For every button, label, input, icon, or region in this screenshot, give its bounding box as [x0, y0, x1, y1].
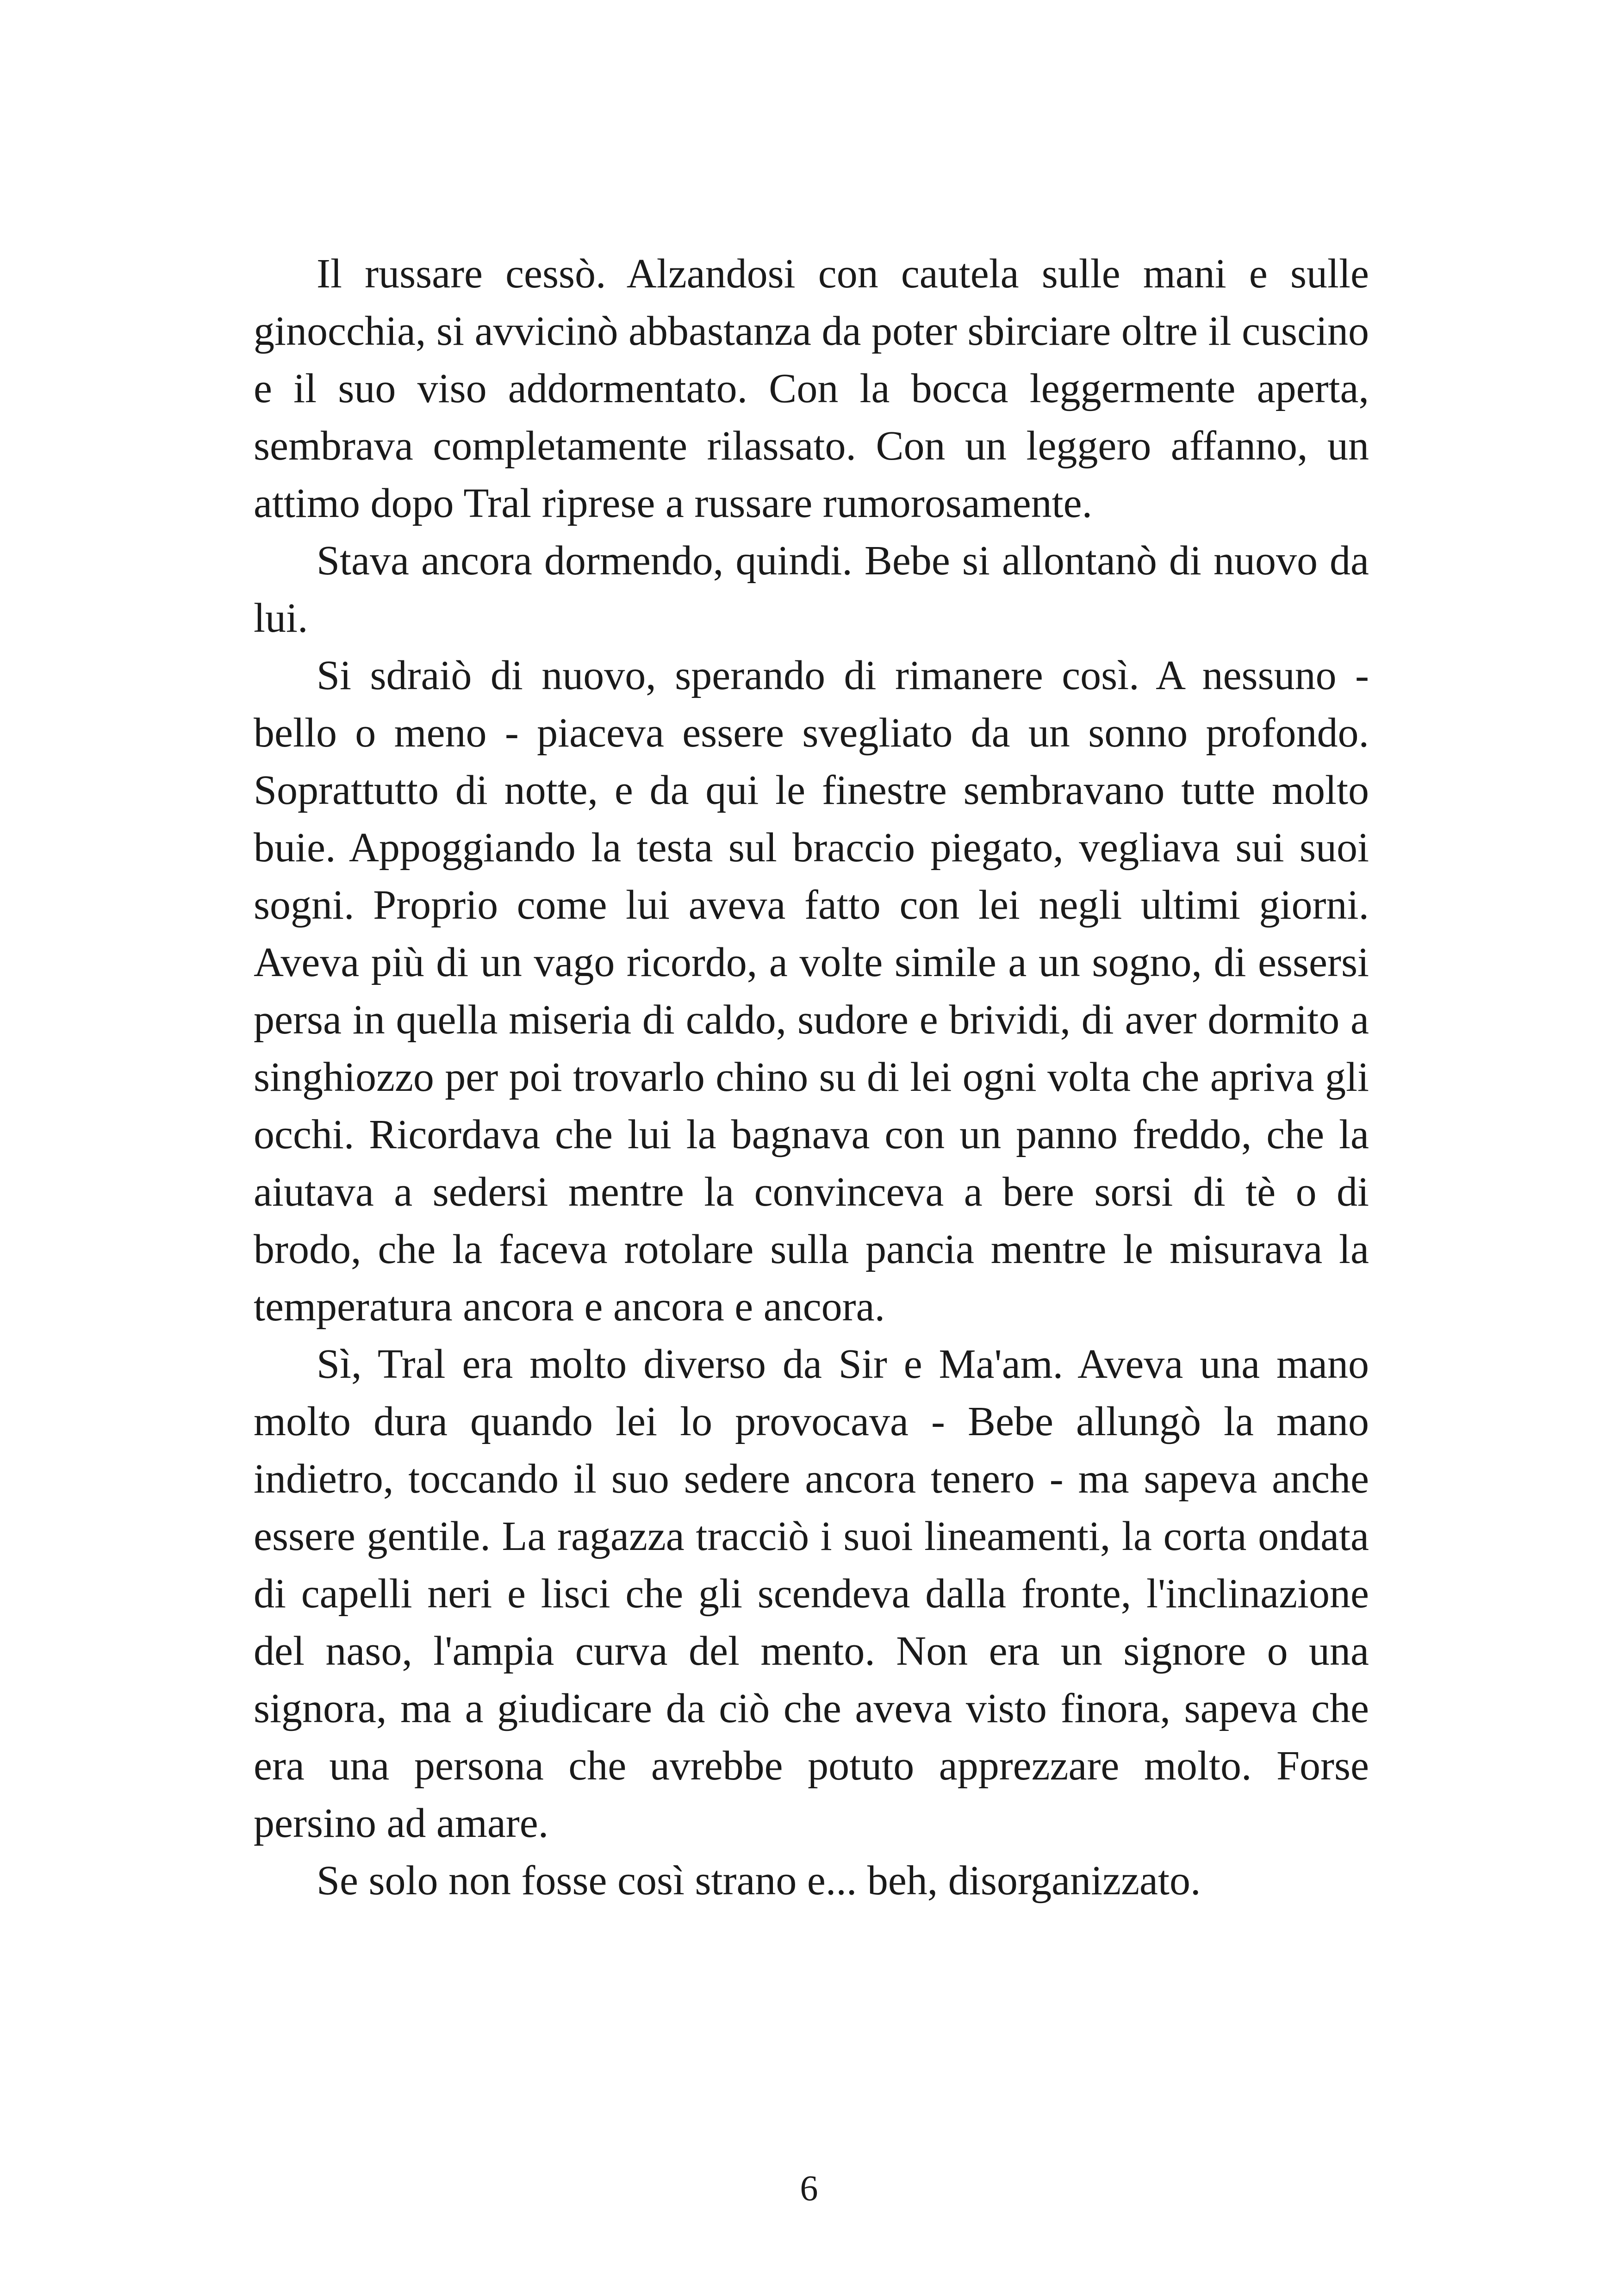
paragraph: Si sdraiò di nuovo, sperando di rimanere così. A nessuno - bello o meno - piaceva essere svegliato da un sonno profondo. Soprattutto di notte, e da qui le finestre sembravano tutte molto buie. Appoggiando la testa sul braccio piegato, vegliava sui suoi sogni. Proprio come lui aveva fatto con lei negli ultimi giorni. Aveva più di un vago ricordo, a volte simile a un sogno, di essersi persa in quella miseria di caldo, sudore e brividi, di aver dormito a singhiozzo per poi trovarlo chino su di lei ogni volta che apriva gli occhi. Ricordava che lui la bagnava con un panno freddo, che la aiutava a sedersi mentre la convinceva a bere sorsi di tè o di brodo, che la faceva rotolare sulla pancia mentre le misurava la temperatura ancora e ancora e ancora. [254, 653, 1369, 1330]
page-number: 6 [800, 2168, 818, 2208]
paragraph: Se solo non fosse così strano e... beh, disorganizzato. [317, 1858, 1201, 1904]
body-text [254, 245, 1369, 1910]
paragraph: Sì, Tral era molto diverso da Sir e Ma'am. Aveva una mano molto dura quando lei lo provocava - Bebe allungò la mano indietro, toccando il suo sedere ancora tenero - ma sapeva anche essere gentile. La ragazza tracciò i suoi lineamenti, la corta ondata di capelli neri e lisci che gli scendeva dalla fronte, l'inclinazione del naso, l'ampia curva del mento. Non era un signore o una signora, ma a giudicare da ciò che aveva visto finora, sapeva che era una persona che avrebbe potuto apprezzare molto. Forse persino ad amare. [254, 1341, 1369, 1846]
paragraph: Il russare cessò. Alzandosi con cautela sulle mani e sulle ginocchia, si avvicinò abbastanza da poter sbirciare oltre il cuscino e il suo viso addormentato. Con la bocca leggermente aperta, sembrava completamente rilassato. Con un leggero affanno, un attimo dopo Tral riprese a russare rumorosamente. [254, 251, 1369, 526]
paragraph: Stava ancora dormendo, quindi. Bebe si allontanò di nuovo da lui. [254, 538, 1369, 641]
